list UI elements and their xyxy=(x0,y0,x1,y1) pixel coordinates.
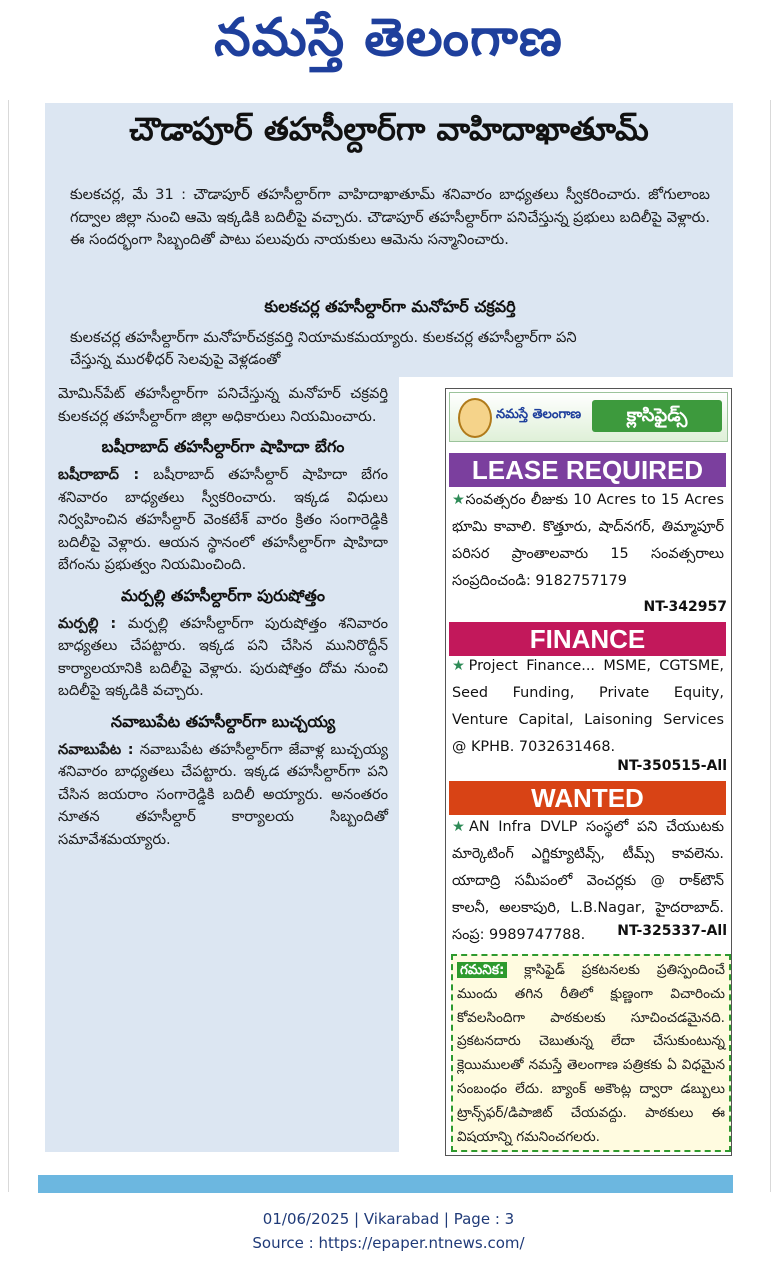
classifieds-banner xyxy=(449,392,728,442)
article-headline: చౌడాపూర్ తహసీల్దార్‌గా వాహిదాఖాతూమ్ xyxy=(129,110,649,148)
wanted-code: NT-325337-All xyxy=(617,923,727,939)
wanted-text: AN Infra DVLP సంస్థలో పని చేయుటకు మార్కెటింగ్ ఎగ్జిక్యూటివ్స్, టీమ్స్ కావలెను. యాదాద్రి సమీపంలో వెంచర్లకు @ రాక్‌టౌన్ కాలనీ, అలకాపురి, L.B.Nagar, హైదరాబాద్. సంప్ర: 9989747788. xyxy=(452,819,724,943)
star-icon: ★ xyxy=(452,819,469,835)
dateline-marpalli: మర్పల్లి : xyxy=(58,614,117,632)
article-paragraph-4 xyxy=(58,613,388,703)
article-paragraph-2-end: మోమిన్‌పేట్ తహసీల్దార్‌గా పనిచేస్తున్న మనోహర్ చక్రవర్తి కులకచర్ల తహసీల్దార్‌గా జిల్లా అధికారులు నియమించారు. xyxy=(58,385,388,425)
wanted-heading: WANTED xyxy=(449,781,726,815)
lease-heading: LEASE REQUIRED xyxy=(449,453,726,487)
footer-date-edition: 01/06/2025 | Vikarabad | Page : 3 xyxy=(262,1210,515,1228)
subheading-nawabpet: నవాబుపేట తహసీల్దార్‌గా బుచ్చయ్య xyxy=(110,711,336,731)
classifieds-masthead: నమస్తే తెలంగాణ xyxy=(496,407,582,422)
finance-text: Project Finance... MSME, CGTSME, Seed Funding, Private Equity, Venture Capital, Laisoning Services @ KPHB. 7032631468. xyxy=(452,658,724,755)
classifieds-disclaimer xyxy=(451,954,731,1152)
disclaimer-label: గమనిక: xyxy=(457,962,507,978)
lease-code: NT-342957 xyxy=(643,599,727,615)
article-paragraph-1: కులకచర్ల, మే 31 : చౌడాపూర్ తహసీల్దార్‌గా వాహిదాఖాతూమ్ శనివారం బాధ్యతలు స్వీకరించారు. జోగులాంబ గద్వాల జిల్లా నుంచి ఆమె ఇక్కడికి బదిలీపై వచ్చారు. చౌడాపూర్ తహసీల్దార్‌గా పనిచేస్తున్న ప్రభులు బదిలీపై వెళ్లారు. ఈ సందర్భంగా సిబ్బందితో పాటు పలువురు నాయకులు ఆమెను సన్మానించారు. xyxy=(70,186,710,248)
article-paragraph-2: కులకచర్ల తహసీల్దార్‌గా మనోహర్‌చక్రవర్తి నియామకమయ్యారు. కులకచర్ల తహసీల్దార్‌గా పని xyxy=(70,329,577,346)
footer-source: Source : https://epaper.ntnews.com/ xyxy=(252,1234,525,1252)
lease-ad xyxy=(452,487,724,595)
article-paragraph-4-text: మర్పల్లి తహసీల్దార్‌గా పురుషోత్తం శనివారం బాధ్యతలు చేపట్టారు. ఇక్కడ పని చేసిన మునిరొద్దీన్ కార్యాలయానికి బదిలీపై వెళ్లారు. పురుషోత్తం దోమ నుంచి బదిలీపై ఇక్కడికి వచ్చారు. xyxy=(58,614,389,699)
lease-text: సంవత్సరం లీజుకు 10 Acres to 15 Acres భూమి కావాలి. కొత్తూరు, షాద్‌నగర్, తిమ్మాపూర్ పరిసర ప్రాంతాలవారు 15 సంవత్సరాలు సంప్రదించండి: 9182757179 xyxy=(452,492,724,589)
dateline-basheerabad: బషీరాబాద్ : xyxy=(58,466,140,483)
classifieds-box xyxy=(445,388,732,1156)
finance-code: NT-350515-All xyxy=(617,758,727,774)
article-paragraph-5 xyxy=(58,739,388,852)
article-paragraph-3 xyxy=(58,464,388,577)
subheading-basheerabad: బషీరాబాద్ తహసీల్దార్‌గా షాహిదా బేగం xyxy=(101,437,345,456)
article-paragraph-2-continued: చేస్తున్న మురళీధర్ సెలవుపై వెళ్లడంతో xyxy=(70,351,281,368)
dateline-nawabpet: నవాబుపేట : xyxy=(58,740,134,758)
next-article-strip xyxy=(38,1175,733,1193)
finance-ad xyxy=(452,653,724,761)
finance-heading: FINANCE xyxy=(449,622,726,656)
star-icon: ★ xyxy=(452,492,466,508)
emblem-icon xyxy=(458,398,492,438)
star-icon: ★ xyxy=(452,658,469,674)
subheading-kulakacharla: కులకచర్ల తహసీల్దార్‌గా మనోహర్ చక్రవర్తి xyxy=(264,297,516,316)
article-paragraph-5-text: నవాబుపేట తహసీల్దార్‌గా జేవాళ్ల బుచ్చయ్య శనివారం బాధ్యతలు చేపట్టారు. ఇక్కడ తహసీల్దార్‌గా పని చేసిన జయరాం సంగారెడ్డికి బదిలీ అయ్యారు. అనంతరం నూతన తహసీల్దార్ కార్యాలయ సిబ్బందితో సమావేశమయ్యారు. xyxy=(58,740,389,848)
classifieds-title: క్లాసిఫైడ్స్ xyxy=(592,400,722,432)
subheading-marpalli: మర్పల్లి తహసీల్దార్‌గా పురుషోత్తం xyxy=(121,585,325,605)
article-paragraph-3-text: బషీరాబాద్ తహసీల్దార్ షాహిదా బేగం శనివారం బాధ్యతలు స్వీకరించారు. ఇక్కడ విధులు నిర్వహించిన తహసీల్దార్ వెంకటేశ్ వారం క్రితం సంగారెడ్డికి బదిలీపై వెళ్లారు. ఆయన స్థానంలో తహసీల్దార్‌గా షాహిదా బేగంను ప్రభుత్వం నియమించింది. xyxy=(58,466,388,573)
newspaper-masthead: నమస్తే తెలంగాణ xyxy=(214,7,563,68)
disclaimer-text: క్లాసిఫైడ్ ప్రకటనలకు ప్రతిస్పందించే ముందు తగిన రీతిలో క్షుణ్ణంగా విచారించు కోవలసిందిగా పాఠకులకు సూచించడమైనది. ప్రకటనదారు చెబుతున్న లేదా చేసుకుంటున్న క్లెయిములతో నమస్తే తెలంగాణ పత్రికకు ఏ విధమైన సంబంధం లేదు. బ్యాంక్ అకౌంట్ల ద్వారా డబ్బులు ట్రాన్స్‌ఫర్/డిపాజిట్ చేయవద్దు. పాఠకులు ఈ విషయాన్ని గమనించగలరు. xyxy=(457,962,725,1145)
article-left-column xyxy=(58,383,388,851)
